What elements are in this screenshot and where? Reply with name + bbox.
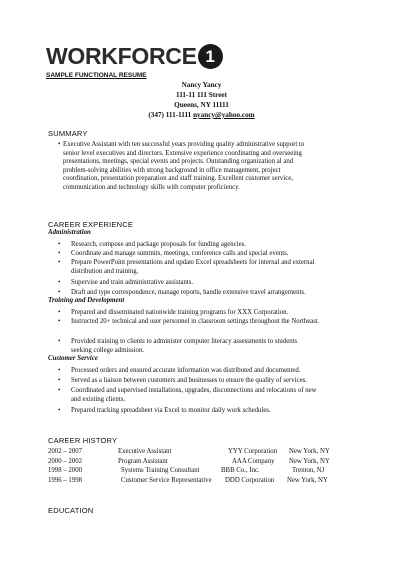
bullet-dot: •	[58, 141, 61, 148]
bullet-line: Coordinated and supervised installations, upgrades, disconnections and relocations of new	[71, 387, 317, 394]
summary-line: senior level executives and directors. Extensive experience coordinating and overseeing	[63, 149, 302, 157]
bullet-line: Instructed 20+ technical and user personnel in classroom settings throughout the Northeast.	[71, 318, 320, 325]
bullet-dot: •	[58, 387, 61, 394]
experience-subheading: Training and Development	[48, 297, 125, 304]
experience-bullet	[71, 309, 386, 318]
bullet-dot: •	[58, 377, 61, 384]
bullet-line: Prepare PowerPoint presentations and update Excel spreadsheets for internal and external	[71, 259, 315, 266]
bullet-dot: •	[58, 338, 61, 345]
experience-bullet	[71, 338, 386, 355]
history-location: New York, NY	[289, 457, 330, 465]
history-company: AAA Company	[232, 457, 275, 465]
bullet-dot: •	[58, 241, 61, 248]
experience-bullet	[71, 259, 386, 276]
summary-line: presentations, meetings, special events and projects. Outstanding organization al and	[63, 158, 294, 166]
history-location: New York, NY	[289, 448, 330, 455]
contact-line	[0, 111, 403, 119]
address-line-1: 111-11 111 Street	[176, 91, 227, 99]
experience-bullet	[71, 279, 386, 288]
bullet-line: and existing clients.	[71, 395, 126, 403]
bullet-dot: •	[58, 250, 61, 257]
experience-bullet	[71, 241, 386, 250]
experience-bullet	[71, 407, 386, 416]
history-role: Systems Training Consultant	[121, 467, 200, 474]
bullet-line: Coordinate and manage summits, meetings, conference calls and special events.	[71, 250, 289, 257]
history-location: New York, NY	[287, 476, 328, 484]
experience-title: CAREER EXPERIENCE	[48, 220, 134, 229]
bullet-line: Prepared tracking spreadsheet via Excel to monitor daily work schedules.	[71, 407, 271, 414]
education-title: EDUCATION	[48, 506, 94, 515]
address-line-2: Queens, NY 11111	[174, 101, 229, 109]
bullet-dot: •	[58, 259, 61, 266]
phone-number: (347) 111-1111	[148, 111, 192, 119]
workforce-logo	[46, 42, 223, 70]
history-title: CAREER HISTORY	[48, 436, 118, 445]
logo-number-badge	[198, 44, 223, 69]
bullet-dot: •	[58, 367, 61, 374]
experience-bullet	[71, 250, 386, 259]
history-years: 2002 – 2007	[48, 448, 82, 455]
summary-title: SUMMARY	[48, 129, 88, 138]
history-location: Trenton, NJ	[292, 467, 325, 474]
summary-text	[63, 141, 383, 193]
history-company: BBB Co., Inc.	[221, 467, 260, 474]
history-role: Executive Assistant	[118, 448, 172, 455]
summary-line: problem-solving abilities with strong background in office management, project	[63, 166, 281, 174]
experience-bullet	[71, 318, 386, 327]
bullet-line: Processed orders and ensured accurate information was distributed and documented.	[71, 367, 301, 374]
history-company: DDD Corporation	[225, 476, 275, 484]
logo-text: WORKFORCE	[46, 43, 197, 69]
experience-bullet	[71, 387, 386, 404]
summary-line: communication and technology skills with computer proficiency.	[63, 183, 240, 191]
experience-subheading: Customer Service	[48, 355, 98, 362]
experience-bullet	[71, 367, 386, 376]
bullet-dot: •	[58, 279, 61, 286]
summary-line: Executive Assistant with ten successful years providing quality administrative support to	[63, 141, 305, 148]
history-role: Customer Service Representative	[121, 476, 212, 484]
logo-number: 1	[205, 46, 215, 66]
history-years: 2000 – 2002	[48, 457, 82, 465]
history-years: 1996 – 1998	[48, 476, 82, 484]
bullet-dot: •	[58, 289, 61, 296]
history-role: Program Assistant	[118, 457, 168, 465]
summary-line: coordination, presentation preparation and staff training. Excellent customer service,	[63, 175, 293, 183]
experience-bullet	[71, 377, 386, 386]
history-company: YYY Corporation	[228, 448, 278, 455]
bullet-line: Served as a liaison between customers and businesses to ensure the quality of services.	[71, 377, 307, 384]
bullet-line: seeking college admission.	[71, 346, 145, 354]
bullet-dot: •	[58, 318, 61, 325]
history-years: 1998 – 2000	[48, 467, 82, 474]
document-label: SAMPLE FUNCTIONAL RESUME	[46, 72, 147, 79]
bullet-line: Prepared and disseminated nationwide training programs for XXX Corporation.	[71, 309, 289, 316]
candidate-name: Nancy Yancy	[181, 81, 222, 89]
bullet-line: Draft and type correspondence, manage reports, handle extensive travel arrangements.	[71, 289, 306, 296]
bullet-line: Research, compose and package proposals for funding agencies.	[71, 241, 246, 248]
bullet-line: Supervise and train administrative assistants.	[71, 279, 194, 286]
experience-subheading: Administration	[48, 229, 91, 236]
bullet-dot: •	[58, 309, 61, 316]
bullet-line: distribution and training.	[71, 267, 139, 275]
bullet-dot: •	[58, 407, 61, 414]
email-link[interactable]: nyancy@yahoo.com	[193, 111, 255, 119]
bullet-line: Provided training to clients to administer computer literacy assessments to students	[71, 338, 298, 345]
